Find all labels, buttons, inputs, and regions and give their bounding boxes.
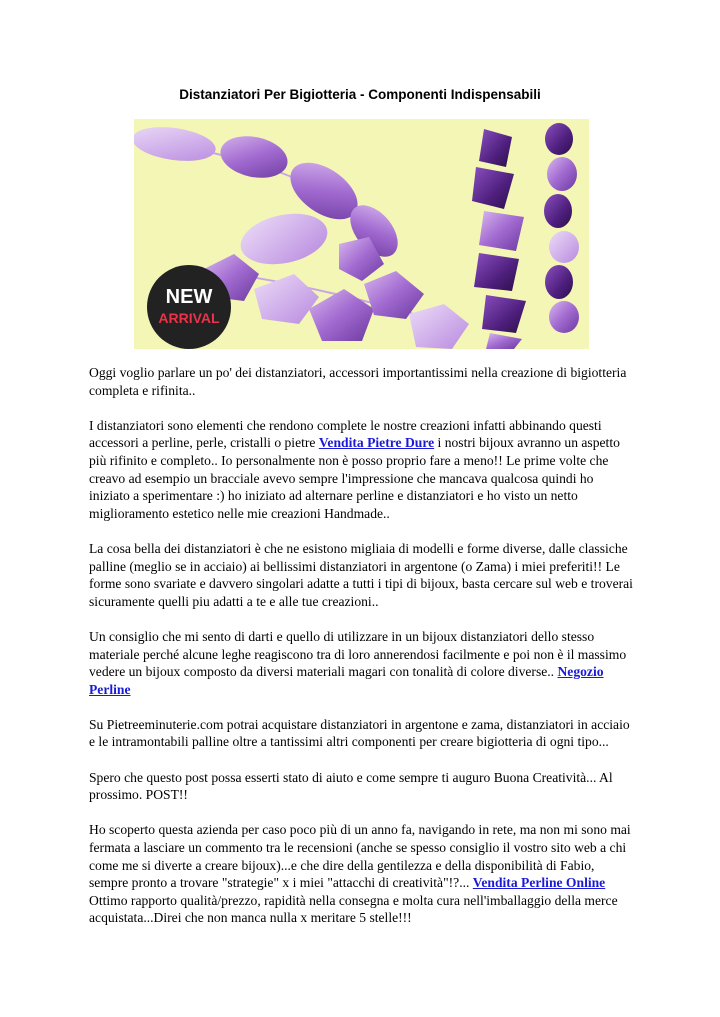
badge-line-new: NEW: [165, 286, 213, 308]
document-title: Distanziatori Per Bigiotteria - Componenti Indispensabili: [179, 87, 541, 102]
paragraph-recensione: Ho scoperto questa azienda per caso poco più di un anno fa, navigando in rete, ma non mi sono mai fermata a lasciare un commento tra le recensioni (anche se spesso consiglio il vostro sito web a chi come me si diverte a creare bijoux)...e che dire della gentilezza e della disponibilità di Fabio, sempre pronto a trovare "strategie" x i miei "attacchi di creatività"!?... Vendita Perline Online Ottimo rapporto qualità/prezzo, rapidità nella consegna e molta cura nell'imballaggio della merce acquistata...Direi che non manca nulla x meritare 5 stelle!!!: [89, 822, 631, 926]
paragraph-distanziatori: I distanziatori sono elementi che rendono complete le nostre creazioni infatti abbinando questi accessori a perline, perle, cristalli o pietre Vendita Pietre Dure i nostri bijoux avranno un aspetto più rifinito e completo.. Io personalmente non è posso proprio fare a meno!! Le prime volte che creavo ad esempio un bracciale avevo sempre l'impressione che mancava qualcosa quindi ho iniziato a sperimentare :) ho iniziato ad alternare perline e distanziatori e ho visto un netto miglioramento estetico nelle mie creazioni Handmade..: [89, 417, 620, 521]
amethyst-beads-illustration: [134, 119, 589, 349]
link-vendita-perline-online[interactable]: Vendita Perline Online: [472, 875, 606, 891]
link-vendita-pietre-dure[interactable]: Vendita Pietre Dure: [318, 435, 435, 451]
article-body: [89, 364, 634, 945]
paragraph-saluti: Spero che questo post possa esserti stato di aiuto e come sempre ti auguro Buona Creatività... Al prossimo. POST!!: [89, 769, 613, 803]
hero-image: [134, 119, 589, 349]
paragraph-shop: Su Pietreeminuterie.com potrai acquistare distanziatori in argentone e zama, distanziatori in acciaio e le intramontabili palline oltre a tantissimi altri componenti per creare bigiotteria di ogni tipo...: [89, 716, 630, 750]
link-negozio-perline[interactable]: Negozio Perline: [89, 664, 604, 697]
paragraph-intro: Oggi voglio parlare un po' dei distanziatori, accessori importantissimi nella creazione di bigiotteria completa e rifinita..: [89, 365, 627, 398]
paragraph-consiglio: Un consiglio che mi sento di darti e quello di utilizzare in un bijoux distanziatori dello stesso materiale perché alcune leghe reagiscono tra di loro annerendosi facilmente e poi non è il massimo vedere un bijoux composto da diversi materiali magari con tonalità di colore diverse.. Negozio Perline: [89, 628, 627, 697]
badge-line-arrival: ARRIVAL: [158, 310, 220, 326]
paragraph-modelli: La cosa bella dei distanziatori è che ne esistono migliaia di modelli e forme diverse, dalle classiche palline (meglio se in acciaio) ai bellissimi distanziatori in argentone (o Zama) i miei preferiti!! Le forme sono svariate e davvero singolari adatte a tutti i tipi di bijoux, basta cercare sul web e troverai sicuramente quelli piu adatti a te e alle tue creazioni..: [89, 540, 633, 609]
